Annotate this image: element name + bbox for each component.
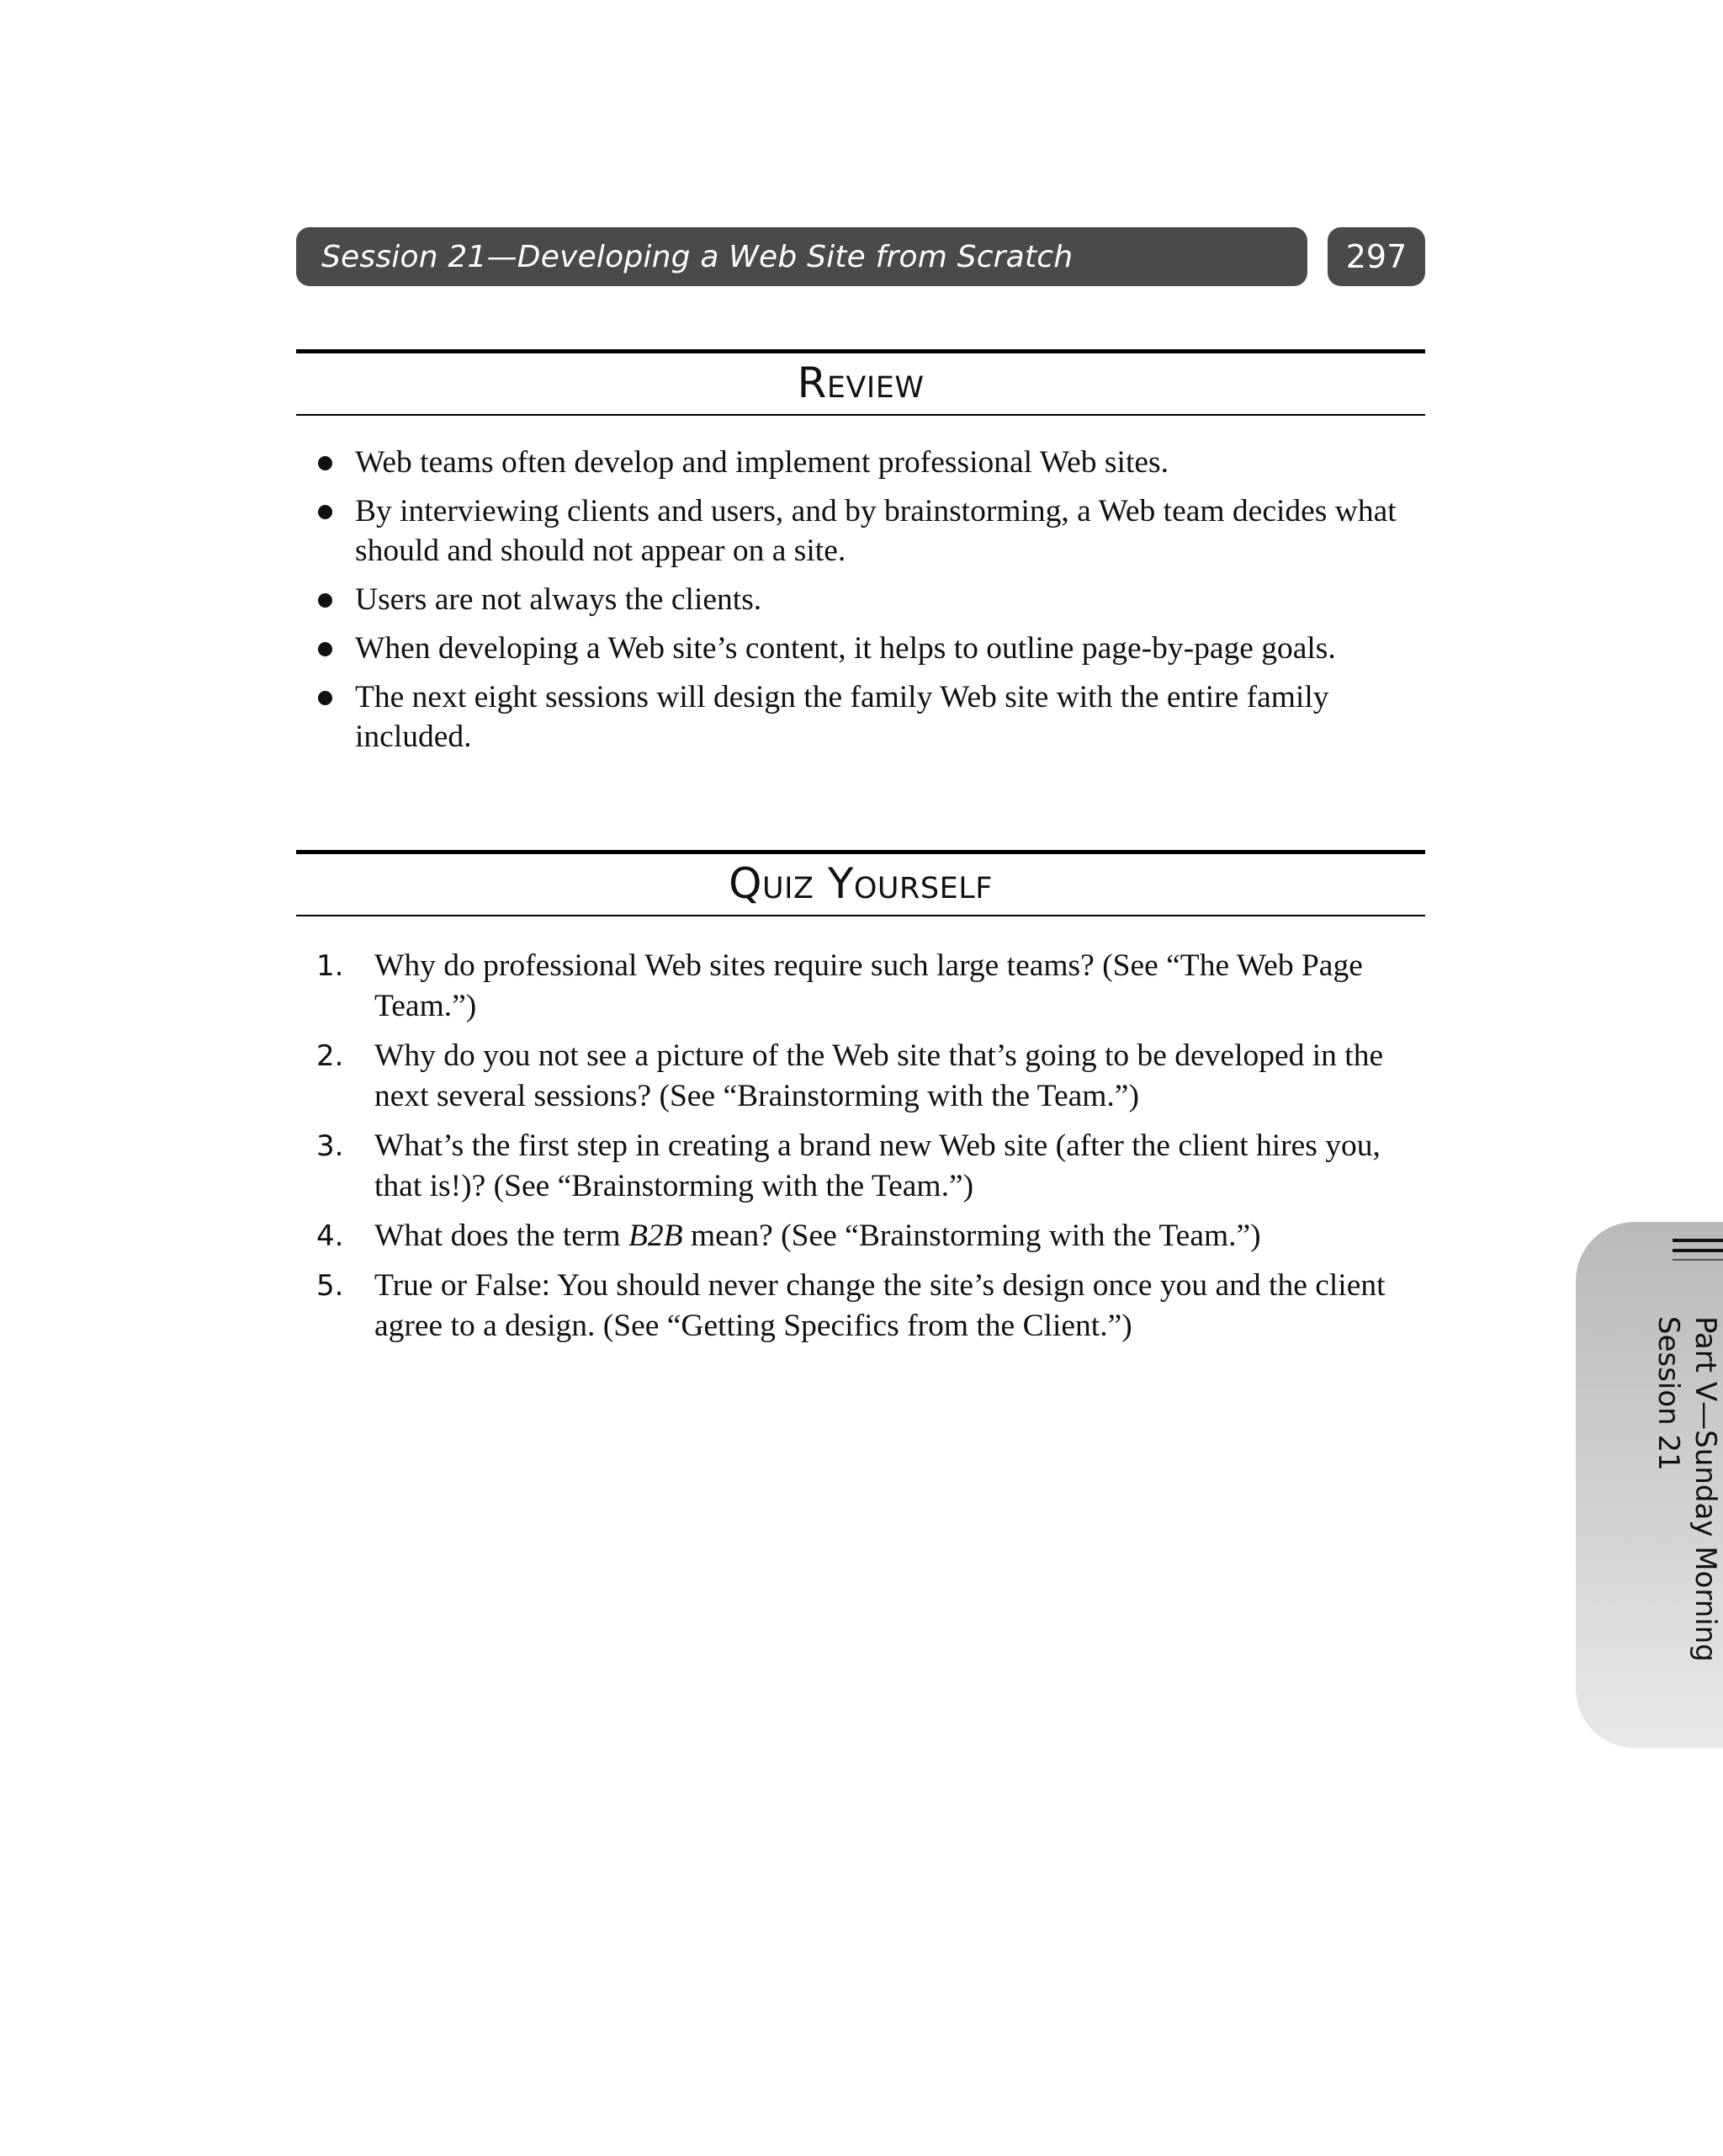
review-item xyxy=(313,443,1415,482)
part-side-tab xyxy=(1576,1222,1723,1748)
review-list xyxy=(313,443,1415,766)
quiz-item-text: Why do professional Web sites require such large teams? (See “The Web Page Team.”) xyxy=(374,948,1363,1023)
bullet-icon xyxy=(318,456,332,470)
review-item-text: Users are not always the clients. xyxy=(355,582,762,617)
quiz-item-text-after: mean? (See “Brainstorming with the Team.”) xyxy=(682,1219,1261,1253)
quiz-item xyxy=(313,1216,1415,1256)
review-item xyxy=(313,491,1415,571)
tab-rule-line xyxy=(1673,1239,1723,1242)
quiz-item-number: 2. xyxy=(316,1039,344,1073)
side-tab-session: Session 21 xyxy=(1651,1316,1685,1471)
review-heading xyxy=(296,349,1425,416)
tab-rule-line xyxy=(1673,1249,1723,1252)
running-header xyxy=(296,227,1307,286)
review-item xyxy=(313,677,1415,757)
quiz-item-text: Why do you not see a picture of the Web site that’s going to be developed in the next several sessions? (See “Brainstorming with the Team.”) xyxy=(374,1038,1384,1113)
review-item xyxy=(313,580,1415,619)
page-number xyxy=(1328,227,1425,286)
quiz-item-number: 3. xyxy=(316,1129,344,1163)
quiz-item-text: True or False: You should never change the site’s design once you and the client agree to a design. (See “Getting Specifics from the Client.”) xyxy=(374,1268,1386,1343)
review-item-text: When developing a Web site’s content, it helps to outline page-by-page goals. xyxy=(355,631,1336,666)
quiz-item xyxy=(313,1126,1415,1207)
review-heading-text: Review xyxy=(797,358,925,407)
bullet-icon xyxy=(318,642,332,656)
review-item-text: The next eight sessions will design the family Web site with the entire family included. xyxy=(355,680,1329,754)
quiz-item-text-before: What does the term xyxy=(374,1219,628,1253)
review-item-text: Web teams often develop and implement professional Web sites. xyxy=(355,445,1169,480)
page-number-text: 297 xyxy=(1345,238,1408,275)
tab-rule-line xyxy=(1673,1259,1723,1261)
quiz-item xyxy=(313,1266,1415,1346)
quiz-item xyxy=(313,946,1415,1027)
quiz-heading xyxy=(296,850,1425,916)
quiz-list xyxy=(313,946,1415,1356)
quiz-item-text: What’s the first step in creating a brand new Web site (after the client hires you, that is!)? (See “Brainstorming with the Team.”) xyxy=(374,1128,1381,1203)
quiz-item-term: B2B xyxy=(628,1219,683,1253)
bullet-icon xyxy=(318,593,332,608)
quiz-item-number: 5. xyxy=(316,1269,344,1303)
quiz-heading-text: Quiz Yourself xyxy=(729,859,993,908)
side-tab-part: Part V—Sunday Morning xyxy=(1689,1316,1722,1662)
quiz-item xyxy=(313,1036,1415,1117)
running-title: Session 21—Developing a Web Site from Scratch xyxy=(321,239,1074,274)
review-item xyxy=(313,629,1415,668)
review-item-text: By interviewing clients and users, and by brainstorming, a Web team decides what should and should not appear on a site. xyxy=(355,494,1397,568)
quiz-item-number: 1. xyxy=(316,949,344,983)
quiz-item-number: 4. xyxy=(316,1219,344,1253)
tab-rule-lines xyxy=(1673,1239,1723,1267)
bullet-icon xyxy=(318,505,332,519)
bullet-icon xyxy=(318,691,332,705)
